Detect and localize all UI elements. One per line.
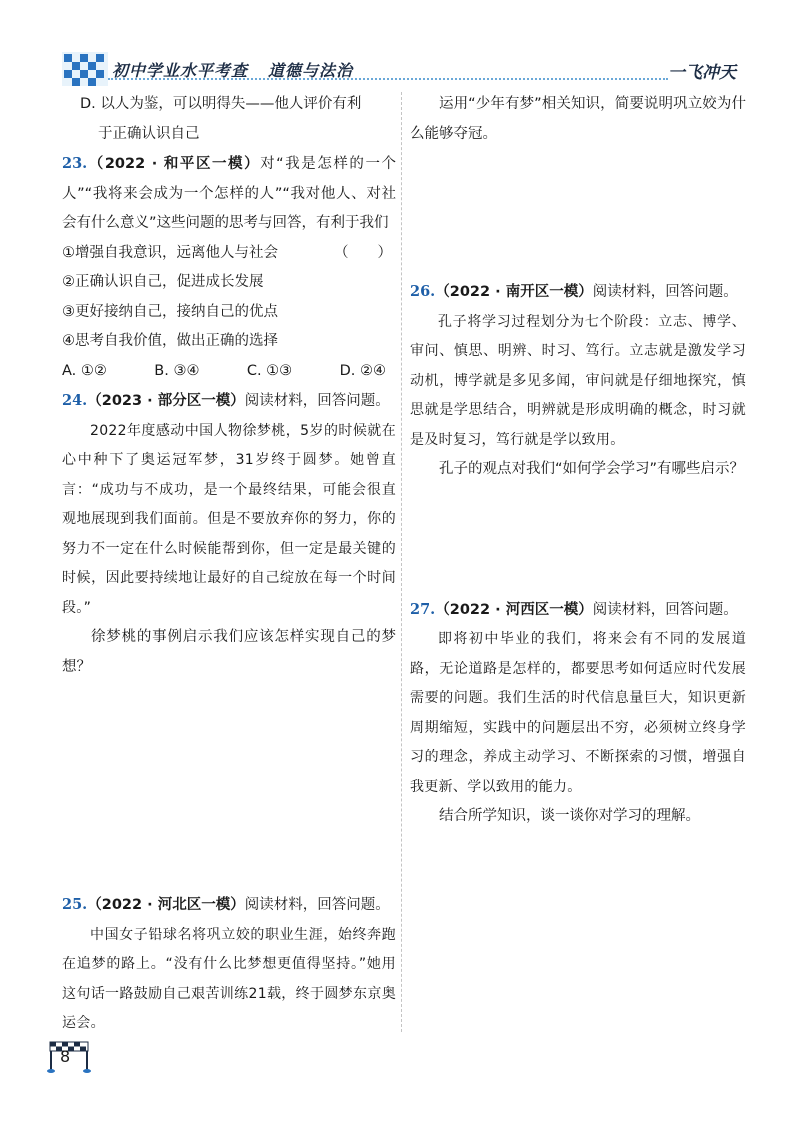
q24-material: 2022年度感动中国人物徐梦桃，5岁的时候就在心中种下了奥运冠军梦，31岁终于圆梦。她曾直言：“成功与不成功，是一个最终结果，可能会很直观地展现到我们面前。但是不要放弃你的努力，你的努力不一定在什么时候能帮到你，但一定是最关键的时候，因此要持续地让最好的自己绽放在每一个时间段。” [62, 422, 396, 616]
q26-material: 孔子将学习过程划分为七个阶段：立志、博学、审问、慎思、明辨、时习、笃行。立志就是激发学习动机，博学就是多见多闻，审问就是仔细地探究，慎思就是学思结合，明辨就是形成明确的概念，时习就是及时复习，笃行就是学以致用。 [410, 313, 746, 448]
q23-item-1: ①增强自我意识，远离他人与社会 [62, 244, 278, 261]
q26-number: 26. [410, 283, 436, 300]
question-27 [410, 595, 746, 832]
q23-choice-c: C. ①③ [246, 362, 293, 379]
header-dotted-rule [108, 78, 668, 80]
left-column [62, 90, 396, 1039]
q27-question: 结合所学知识，谈一谈你对学习的理解。 [439, 808, 700, 824]
question-25 [62, 890, 396, 1039]
q26-source: （2022 · 南开区一模） [435, 284, 593, 300]
q27-source: （2022 · 河西区一模） [435, 601, 593, 618]
question-23 [62, 149, 396, 386]
q24-question: 徐梦桃的事例启示我们应该怎样实现自己的梦想？ [62, 629, 396, 675]
q26-heading [410, 277, 746, 308]
header-subject: 道德与法治 [268, 61, 354, 80]
q26-stem: 阅读材料，回答问题。 [592, 284, 738, 300]
q22-option-d-line2: 于正确认识自己 [98, 125, 200, 142]
page-header [0, 0, 800, 90]
q25-stem: 阅读材料，回答问题。 [244, 897, 390, 913]
q24-stem: 阅读材料，回答问题。 [244, 393, 390, 409]
q25-number: 25. [62, 896, 88, 913]
q27-number: 27. [410, 600, 436, 618]
q23-stem: 对“我是怎样的一个人”“我将来会成为一个怎样的人”“我对他人、对社会有什么意义”这些问题的思考与回答，有利于我们 [62, 156, 396, 231]
q23-item-2: ②正确认识自己，促进成长发展 [62, 274, 264, 290]
q23-choice-d: D. ②④ [339, 362, 386, 379]
q23-item-3: ③更好接纳自己，接纳自己的优点 [62, 303, 278, 320]
q25-answer-space [410, 149, 746, 277]
q26-question: 孔子的观点对我们“如何学会学习”有哪些启示？ [439, 461, 745, 477]
q27-stem: 阅读材料，回答问题。 [592, 601, 738, 618]
q23-choice-b: B. ③④ [154, 362, 200, 379]
q24-number: 24. [62, 392, 88, 409]
question-26 [410, 277, 746, 485]
question-24 [62, 386, 396, 682]
q26-answer-space [410, 485, 746, 595]
q25-material: 中国女子铅球名将巩立姣的职业生涯，始终奔跑在追梦的路上。“没有什么比梦想更值得坚持。”她用这句话一路鼓励自己艰苦训练21载，终于圆梦东京奥运会。 [62, 926, 396, 1031]
checker-logo-icon [62, 52, 108, 86]
q23-answer-paren: （ ） [334, 244, 392, 261]
header-series: 初中学业水平考查 [112, 61, 249, 80]
q24-source: （2023 · 部分区一模） [87, 393, 245, 409]
q23-item-4: ④思考自我价值，做出正确的选择 [62, 333, 278, 349]
q24-heading [62, 386, 396, 417]
q25-question: 运用“少年有梦”相关知识，简要说明巩立姣为什么能够夺冠。 [410, 96, 746, 142]
brand-logo: 一飞冲天 [668, 63, 736, 83]
right-column [410, 90, 746, 832]
q24-answer-space [62, 682, 396, 890]
column-divider [401, 92, 402, 1032]
q25-heading [62, 890, 396, 921]
q25-source: （2022 · 河北区一模） [87, 897, 245, 913]
q23-choice-a: A. ①② [62, 362, 107, 379]
q23-choices [62, 357, 396, 387]
q23-number: 23. [62, 155, 88, 172]
page-number: 8 [60, 1047, 71, 1066]
q27-heading [410, 595, 746, 626]
q23-source: （2022 · 和平区一模） [87, 156, 261, 172]
q22-option-d-line1: D. 以人为鉴，可以明得失——他人评价有利 [80, 96, 362, 112]
q27-material: 即将初中毕业的我们，将来会有不同的发展道路，无论道路是怎样的，都要思考如何适应时代发展需要的问题。我们生活的时代信息量巨大，知识更新周期缩短，实践中的问题层出不穷，必须树立终身学习的理念，养成主动学习、不断探索的习惯，增强自我更新、学以致用的能力。 [410, 631, 746, 795]
